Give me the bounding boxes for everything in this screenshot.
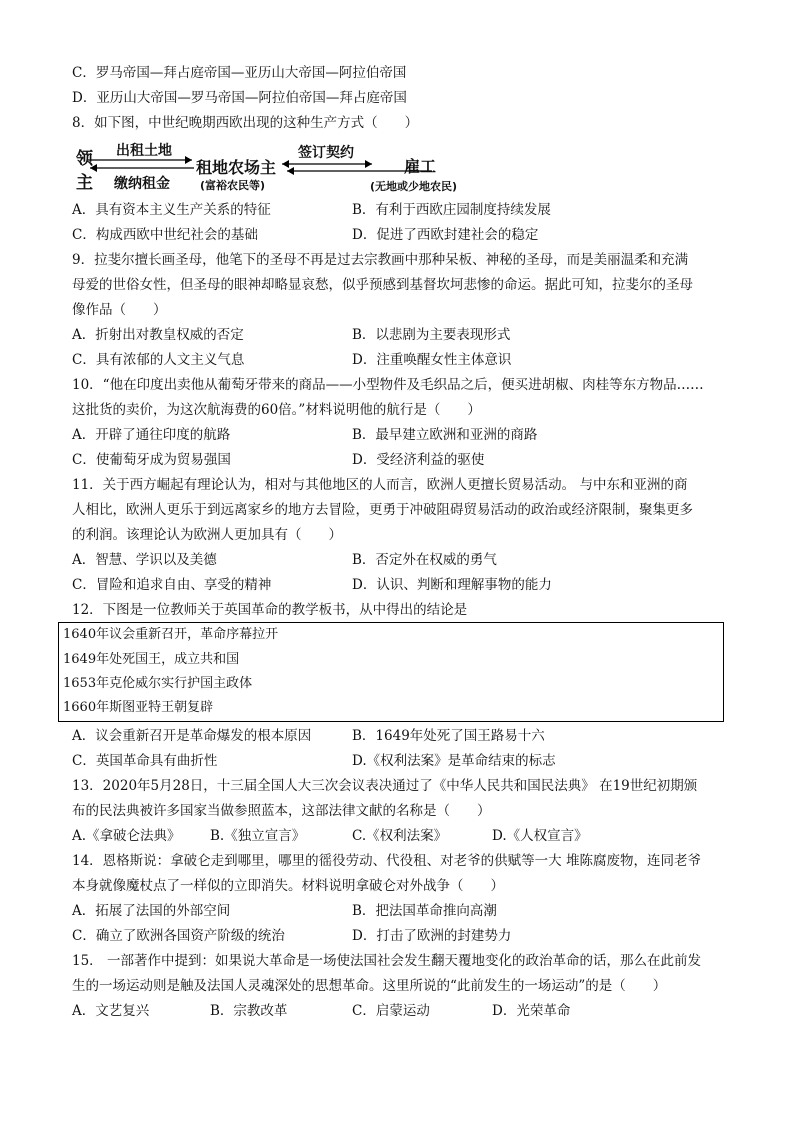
arrow-rent-land-head [185,156,192,164]
q11-option-a: A．智慧、学识以及美德 [72,552,217,568]
q14-option-b: B．把法国革命推向高潮 [352,903,497,919]
q11-option-d: D．认识、判断和理解事物的能力 [352,577,552,593]
board-line-1649: 1649年处死国王，成立共和国 [63,652,240,667]
q11-stem-line-2: 人相比，欧洲人更乐于到远离家乡的地方去冒险，更勇于冲破阻碍贸易活动的政治或经济限制，聚集更多 [72,502,693,518]
label-rent-land: 出租土地 [116,143,172,159]
q8-option-d: D．促进了西欧封建社会的稳定 [352,227,539,243]
q15-stem-line-1: 15． 一部著作中提到：如果说大革命是一场使法国社会发生翻天覆地变化的政治革命的话，那么在此前发 [72,953,701,969]
q12-blackboard-box [58,622,724,722]
q13-stem-line-2: 布的民法典被许多国家当做参照蓝本，这部法律文献的名称是（ ） [72,803,491,819]
q12-stem: 12．下图是一位教师关于英国革命的教学板书，从中得出的结论是 [72,602,468,618]
label-contract: 签订契约 [298,145,354,161]
q9-stem-line-3: 像作品（ ） [72,302,167,318]
label-pay-rent: 缴纳租金 [114,176,170,192]
q11-stem-line-3: 的利润。该理论认为欧洲人更加具有（ ） [72,527,342,543]
q7-option-d: D．亚历山大帝国—罗马帝国—阿拉伯帝国—拜占庭帝国 [72,90,407,106]
node-lord-top: 领 [76,149,93,169]
q8-diagram [72,138,492,198]
board-line-1653: 1653年克伦威尔实行护国主政体 [63,676,253,691]
q14-option-c: C．确立了欧洲各国资产阶级的统治 [72,928,285,944]
q15-option-b: B．宗教改革 [210,1003,288,1019]
q15-stem-line-2: 生的一场运动则是触及法国人灵魂深处的思想革命。这里所说的“此前发生的一场运动”的是（ ） [72,978,667,994]
q9-option-d: D．注重唤醒女性主体意识 [352,352,512,368]
q14-stem-line-1: 14．恩格斯说：拿破仑走到哪里，哪里的徭役劳动、代役租、对老爷的供赋等一大 堆陈腐废物，连同老爷 [72,853,701,869]
q12-option-d: D.《权利法案》是革命结束的标志 [352,753,556,769]
q14-option-d: D．打击了欧洲的封建势力 [352,928,512,944]
arrow-contract-left-head [282,160,289,168]
node-tenant-farmer: 租地农场主 [196,158,277,177]
q12-option-a: A．议会重新召开是革命爆发的根本原因 [72,728,312,744]
q12-option-c: C．英国革命具有曲折性 [72,753,218,769]
q11-stem-line-1: 11．关于西方崛起有理论认为，相对与其他地区的人而言，欧洲人更擅长贸易活动。 与中东和亚洲的商 [72,477,688,493]
q10-option-b: B．最早建立欧洲和亚洲的商路 [352,427,538,443]
board-line-1640: 1640年议会重新召开，革命序幕拉开 [63,627,279,642]
q10-option-a: A．开辟了通往印度的航路 [72,427,231,443]
q13-option-b: B.《独立宣言》 [210,828,306,844]
q8-option-b: B．有利于西欧庄园制度持续发展 [352,202,551,218]
q14-option-a: A．拓展了法国的外部空间 [72,903,231,919]
q15-option-a: A．文艺复兴 [72,1003,150,1019]
q9-option-a: A．折射出对教皇权威的否定 [72,327,244,343]
q7-option-c: C．罗马帝国—拜占庭帝国—亚历山大帝国—阿拉伯帝国 [72,65,407,81]
q15-option-d: D．光荣革命 [492,1003,571,1019]
node-laborer: 雇工 [404,157,437,176]
q10-stem-line-2: 这批货的卖价，为这次航海费的60倍。”材料说明他的航行是（ ） [72,402,481,418]
q8-option-a: A．具有资本主义生产关系的特征 [72,202,271,218]
q9-stem-line-1: 9．拉斐尔擅长画圣母，他笔下的圣母不再是过去宗教画中那种呆板、神秘的圣母，而是美丽温柔和充满 [72,252,689,268]
q10-option-c: C．使葡萄牙成为贸易强国 [72,452,231,468]
arrow-contract-right-head [365,160,372,168]
q13-stem-line-1: 13．2020年5月28日，十三届全国人大三次会议表决通过了《中华人民共和国民法典》 在19世纪初期颁 [72,778,698,794]
q10-option-d: D．受经济利益的驱使 [352,452,485,468]
board-line-1660: 1660年斯图亚特王朝复辟 [63,700,214,715]
q11-option-b: B．否定外在权威的勇气 [352,552,497,568]
arrow-lower-head [287,167,294,175]
q13-option-d: D.《人权宣言》 [492,828,588,844]
q12-option-b: B．1649年处死了国王路易十六 [352,728,545,744]
q15-option-c: C．启蒙运动 [352,1003,430,1019]
q9-option-b: B．以悲剧为主要表现形式 [352,327,511,343]
q11-option-c: C．冒险和追求自由、享受的精神 [72,577,272,593]
q8-stem: 8．如下图，中世纪晚期西欧出现的这种生产方式（ ） [72,115,419,131]
q10-stem-line-1: 10．“他在印度出卖他从葡萄牙带来的商品——小型物件及毛织品之后，便买进胡椒、肉桂等东方物品…… [72,377,704,393]
q8-option-c: C．构成西欧中世纪社会的基础 [72,227,258,243]
q9-stem-line-2: 母爱的世俗女性，但圣母的眼神却略显哀愁，似乎预感到基督坎坷悲惨的命运。据此可知，拉斐尔的圣母 [72,277,693,293]
q13-option-a: A.《拿破仑法典》 [72,828,181,844]
q9-option-c: C．具有浓郁的人文主义气息 [72,352,245,368]
note-laborer: (无地或少地农民) [370,180,458,193]
note-tenant-farmer: (富裕农民等) [200,179,266,192]
q13-option-c: C.《权利法案》 [352,828,448,844]
node-lord-bottom: 主 [76,173,93,193]
q14-stem-line-2: 本身就像魔杖点了一样似的立即消失。材料说明拿破仑对外战争（ ） [72,878,504,894]
